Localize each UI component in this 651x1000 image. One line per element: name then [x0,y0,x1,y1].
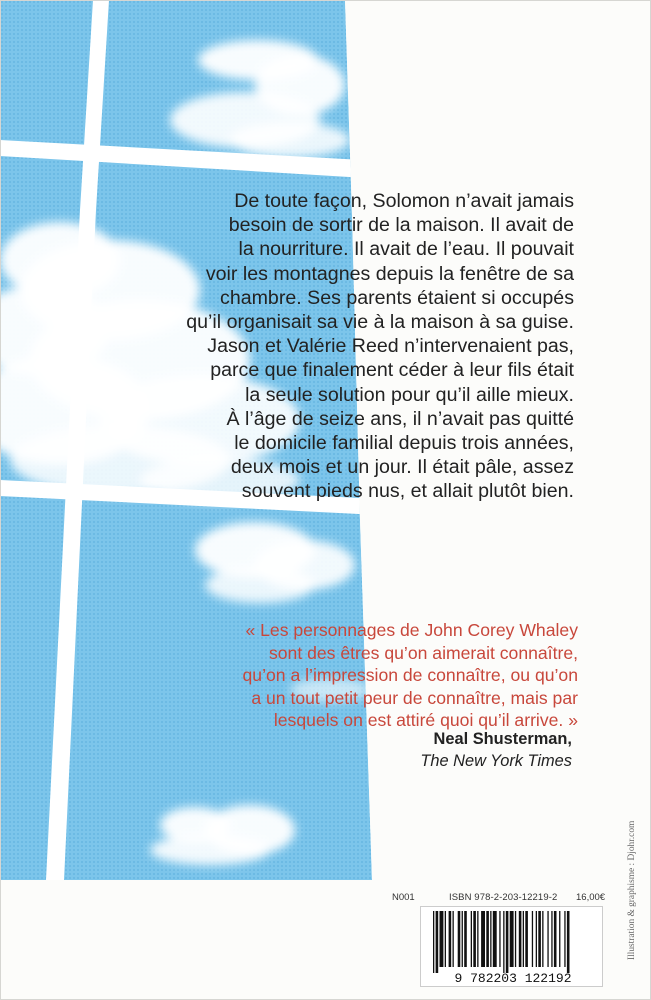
quote-line: a un tout petit peur de connaître, mais par [251,687,578,708]
price-label: 16,00€ [576,892,606,903]
review-quote [0,619,578,732]
barcode-bar [567,911,570,973]
barcode-bar [542,911,543,967]
illustration-credit: Illustration & graphisme : Djohr.com [627,820,637,960]
blurb-line: la nourriture. Il avait de l’eau. Il pouvait [238,238,574,261]
barcode-bar [551,911,552,967]
barcode-bar [503,911,504,973]
quote-source: The New York Times [420,752,572,770]
barcode-bar [547,911,548,967]
barcode-bar [525,911,528,967]
blurb-line: deux mois et un jour. Il était pâle, assez [230,456,574,479]
barcode-bar [453,911,454,967]
barcode-bar [440,911,444,967]
back-cover-blurb [0,189,574,504]
barcode-bar [515,911,516,967]
blurb-line: De toute façon, Solomon n’avait jamais [234,190,574,212]
barcode-bar [449,911,452,967]
blurb-line: parce que finalement céder à leur fils était [210,359,574,382]
barcode-bar [510,911,514,967]
barcode-bar [486,911,489,967]
barcode-bar [473,911,476,967]
barcode-bar [445,911,446,967]
product-code: N001 [392,892,415,903]
blurb-line: voir les montagnes depuis la fenêtre de sa [205,262,574,285]
barcode [420,906,603,987]
barcode-bar [481,911,485,967]
barcode-bar [433,911,434,973]
blurb-line: qu’il organisait sa vie à la maison à sa guise. [186,311,574,334]
blurb-line: le domicile familial depuis trois années, [234,432,574,455]
blurb-line: À l’âge de seize ans, il n’avait pas quitté [226,407,574,430]
barcode-bar [462,911,463,967]
quote-attribution [0,728,572,772]
barcode-bar [464,911,467,967]
barcode-bar [554,911,557,967]
quote-line: « Les personnages de John Corey Whaley [245,620,578,640]
barcode-bar [532,911,533,967]
barcode-graphic [421,907,602,986]
quote-line: sont des êtres qu’on aimerait connaître, [268,642,578,663]
barcode-bar [471,911,472,967]
barcode-bar [477,911,478,967]
barcode-bar [499,911,500,967]
barcode-bars [433,911,570,973]
barcode-bar [564,911,565,967]
barcode-bar [536,911,537,967]
blurb-line: la seule solution pour qu’il aille mieux. [245,383,574,406]
barcode-bar [559,911,560,967]
isbn-number: ISBN 978-2-203-12219-2 [449,892,558,903]
quote-line: qu’on a l’impression de connaître, ou qu’on [242,665,578,686]
blurb-line: souvent pieds nus, et allait plutôt bien. [241,480,574,503]
barcode-bar [523,911,524,967]
blurb-line: Jason et Valérie Reed n’intervenaient pas, [207,335,574,358]
barcode-bar [458,911,461,967]
barcode-bar [538,911,541,967]
barcode-bar [506,911,509,973]
barcode-bar [490,911,491,967]
quote-line: lesquels on est attiré quoi qu’il arrive. » [273,710,578,731]
blurb-line: besoin de sortir de la maison. Il avait de [228,214,574,237]
barcode-digits: 9 782203 122192 [454,971,572,986]
blurb-line: chambre. Ses parents étaient si occupés [220,286,574,309]
barcode-bar [436,911,439,973]
barcode-bar [493,911,497,967]
quote-author: Neal Shusterman, [433,730,572,748]
barcode-bar [519,911,522,967]
